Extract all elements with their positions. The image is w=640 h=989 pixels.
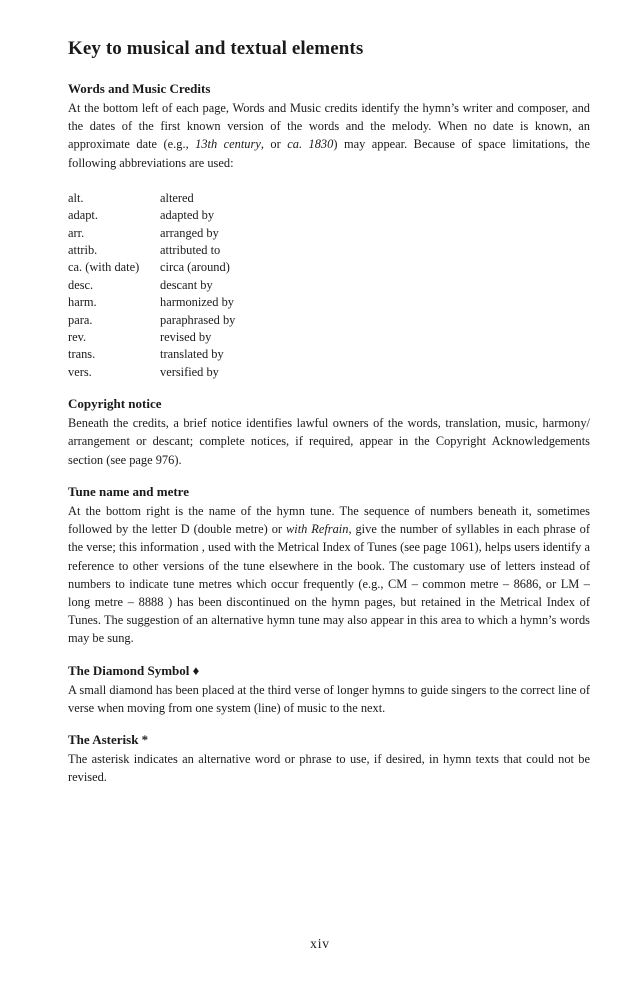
credits-intro: At the bottom left of each page, Words and Music credits identify the hymn’s writer and composer, and the dates of the first known version of the words and the melody. When no date is known, an approximate date (e.g., (68, 101, 590, 152)
tune-text-italic: with Refrain (286, 522, 349, 537)
section-tune (68, 483, 590, 648)
credits-paragraph (68, 99, 590, 172)
page-number: xiv (310, 936, 330, 951)
abbreviation-meaning: descant by (160, 277, 213, 292)
table-row (68, 242, 235, 259)
page-title: Key to musical and textual elements (68, 38, 364, 59)
abbreviation-meaning: circa (around) (160, 260, 230, 275)
table-row (68, 346, 235, 363)
abbreviation: vers. (68, 364, 92, 379)
abbreviation-meaning: translated by (160, 347, 224, 362)
asterisk-heading: The Asterisk * (68, 731, 149, 747)
abbreviation-meaning: altered (160, 190, 194, 205)
copyright-heading: Copyright notice (68, 396, 162, 412)
abbreviation-meaning: attributed to (160, 243, 221, 258)
abbreviation: adapt. (68, 208, 98, 223)
credits-mid: , or (260, 137, 288, 152)
section-copyright (68, 395, 590, 469)
abbreviation: trans. (68, 347, 96, 362)
abbreviation-meaning: versified by (160, 364, 219, 379)
abbreviations-table (68, 190, 235, 381)
abbreviation-meaning: revised by (160, 330, 212, 345)
credits-example-circa: ca. 1830 (287, 137, 334, 152)
table-row (68, 364, 235, 381)
credits-outro: ) may appear. Because of space limitations, the following abbreviations are used: (68, 137, 591, 170)
abbreviation-meaning: harmonized by (160, 295, 234, 310)
abbreviation-meaning: adapted by (160, 208, 215, 223)
page-content (68, 38, 590, 800)
table-row (68, 259, 235, 276)
section-asterisk (68, 731, 590, 786)
abbreviation: para. (68, 312, 93, 327)
asterisk-paragraph: The asterisk indicates an alternative word or phrase to use, if desired, in hymn texts that could not be revised. (68, 751, 590, 785)
diamond-heading: The Diamond Symbol ♦ (68, 662, 200, 678)
diamond-paragraph: A small diamond has been placed at the third verse of longer hymns to guide singers to the correct line of verse when moving from one system (line) of music to the next. (68, 682, 590, 715)
abbreviation: alt. (68, 190, 84, 205)
table-row (68, 207, 235, 224)
table-row (68, 312, 235, 329)
table-row (68, 277, 235, 294)
section-credits (68, 80, 590, 381)
tune-text-part2: , give the number of syllables in each phrase of the verse; this information , used with the Metrical Index of Tunes (see page 1061), helps users identify a reference to other versions of the tune elsewhere in the book. The customary use of letters instead of numbers to indicate tune metres which occur frequently (e.g., CM – common metre – 8686, or LM – long metre – 8888 ) has been discontinued on the hymn pages, but retained in the Metrical Index of Tunes. The suggestion of an alternative hymn tune may also appear in this area to which a hymn’s words may be sung. (68, 522, 590, 646)
credits-heading: Words and Music Credits (68, 81, 211, 96)
tune-paragraph (68, 502, 590, 648)
credits-example-century: 13th century (195, 137, 261, 152)
tune-text-part1: At the bottom right is the name of the hymn tune. The sequence of numbers beneath it, sometimes followed by the letter D (double metre) or (68, 503, 590, 537)
table-row (68, 190, 235, 207)
section-diamond (68, 662, 590, 717)
abbreviation-meaning: arranged by (160, 225, 219, 240)
table-row (68, 225, 235, 242)
abbreviation: harm. (68, 295, 97, 310)
copyright-paragraph: Beneath the credits, a brief notice identifies lawful owners of the words, translation, music, harmony/ arrangement or descant; complete notices, if required, appear in the Copyright Acknowledgements section (see page 976). (68, 416, 590, 467)
table-row (68, 329, 235, 346)
abbreviation: ca. (with date) (68, 260, 140, 275)
abbreviation: desc. (68, 277, 94, 292)
abbreviation-meaning: paraphrased by (160, 312, 236, 327)
abbreviation: arr. (68, 225, 85, 240)
tune-heading: Tune name and metre (68, 483, 189, 499)
abbreviation: attrib. (68, 243, 98, 258)
abbreviation: rev. (68, 330, 87, 345)
table-row (68, 294, 235, 311)
